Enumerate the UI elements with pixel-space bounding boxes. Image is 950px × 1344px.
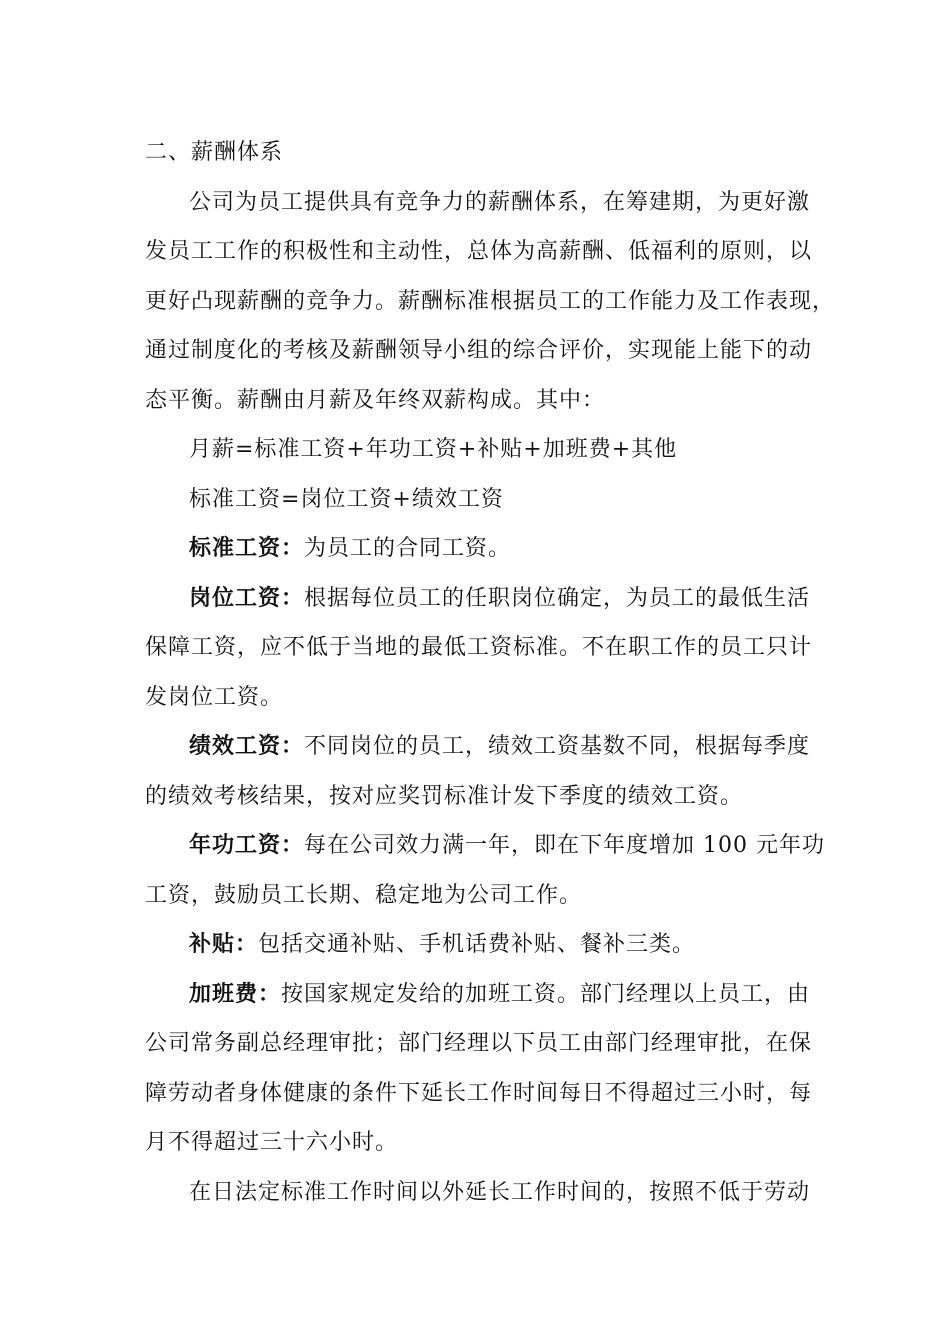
seniority-wage-paragraph: [145, 821, 825, 920]
formula-standard-wage: 标准工资=岗位工资+绩效工资: [189, 486, 504, 512]
text-line: 保障工资，应不低于当地的最低工资标准。不在职工作的员工只计: [145, 635, 813, 660]
performance-wage-paragraph: [145, 722, 825, 821]
term-text: 为员工的合同工资。: [304, 536, 512, 561]
text-line: 的绩效考核结果，按对应奖罚标准计发下季度的绩效工资。: [145, 783, 744, 809]
term-label: 标准工资：: [189, 536, 305, 561]
text-line: [145, 722, 825, 772]
text-line: 障劳动者身体健康的条件下延长工作时间每日不得超过三小时，每: [145, 1080, 813, 1106]
document-body: [145, 128, 836, 1217]
text-line: 工资，鼓励员工长期、稳定地为公司工作。: [145, 882, 583, 908]
allowance-paragraph: [145, 920, 825, 970]
section-heading: 二、薪酬体系: [145, 140, 284, 165]
term-text: 不同岗位的员工，绩效工资基数不同，根据每季度: [304, 734, 811, 759]
post-wage-paragraph: [145, 574, 825, 723]
text-line: 发员工工作的积极性和主动性，总体为高薪酬、低福利的原则，以: [145, 239, 813, 264]
text-line: 态平衡。薪酬由月薪及年终双薪构成。其中：: [145, 387, 606, 413]
text-line: [145, 524, 825, 574]
text-line: 发岗位工资。: [145, 684, 284, 710]
text-line: 更好凸现薪酬的竞争力。薪酬标准根据员工的工作能力及工作表现，: [145, 288, 836, 314]
term-text: 根据每位员工的任职岗位确定，为员工的最低生活: [304, 585, 811, 611]
term-text: 包括交通补贴、手机话费补贴、餐补三类。: [258, 932, 696, 957]
formula-monthly-salary: 月薪=标准工资+年功工资+补贴+加班费+其他: [189, 437, 678, 462]
text-line: 通过制度化的考核及薪酬领导小组的综合评价，实现能上能下的动: [145, 338, 813, 363]
term-label: 岗位工资：: [189, 585, 305, 611]
term-label: 加班费：: [189, 981, 282, 1007]
term-label: 年功工资：: [189, 833, 305, 858]
overtime-pay-paragraph: [145, 970, 825, 1168]
text-line: 月不得超过三十六小时。: [145, 1130, 399, 1155]
text-line: [145, 574, 825, 624]
term-text: 每在公司效力满一年，即在下年度增加 100 元年功: [304, 833, 825, 858]
term-label: 补贴：: [189, 932, 259, 957]
text-line: [145, 821, 825, 871]
last-paragraph-line: 在日法定标准工作时间以外延长工作时间的，按照不低于劳动: [189, 1179, 811, 1205]
term-text: 按国家规定发给的加班工资。部门经理以上员工，由: [281, 981, 811, 1007]
text-line: [145, 970, 825, 1020]
text-line: 公司为员工提供具有竞争力的薪酬体系，在筹建期，为更好激: [189, 189, 811, 215]
standard-wage-paragraph: [145, 524, 825, 574]
intro-paragraph: [145, 178, 836, 426]
term-label: 绩效工资：: [189, 734, 305, 759]
text-line: 公司常务副总经理审批；部门经理以下员工由部门经理审批，在保: [145, 1031, 813, 1056]
text-line: [145, 920, 825, 970]
